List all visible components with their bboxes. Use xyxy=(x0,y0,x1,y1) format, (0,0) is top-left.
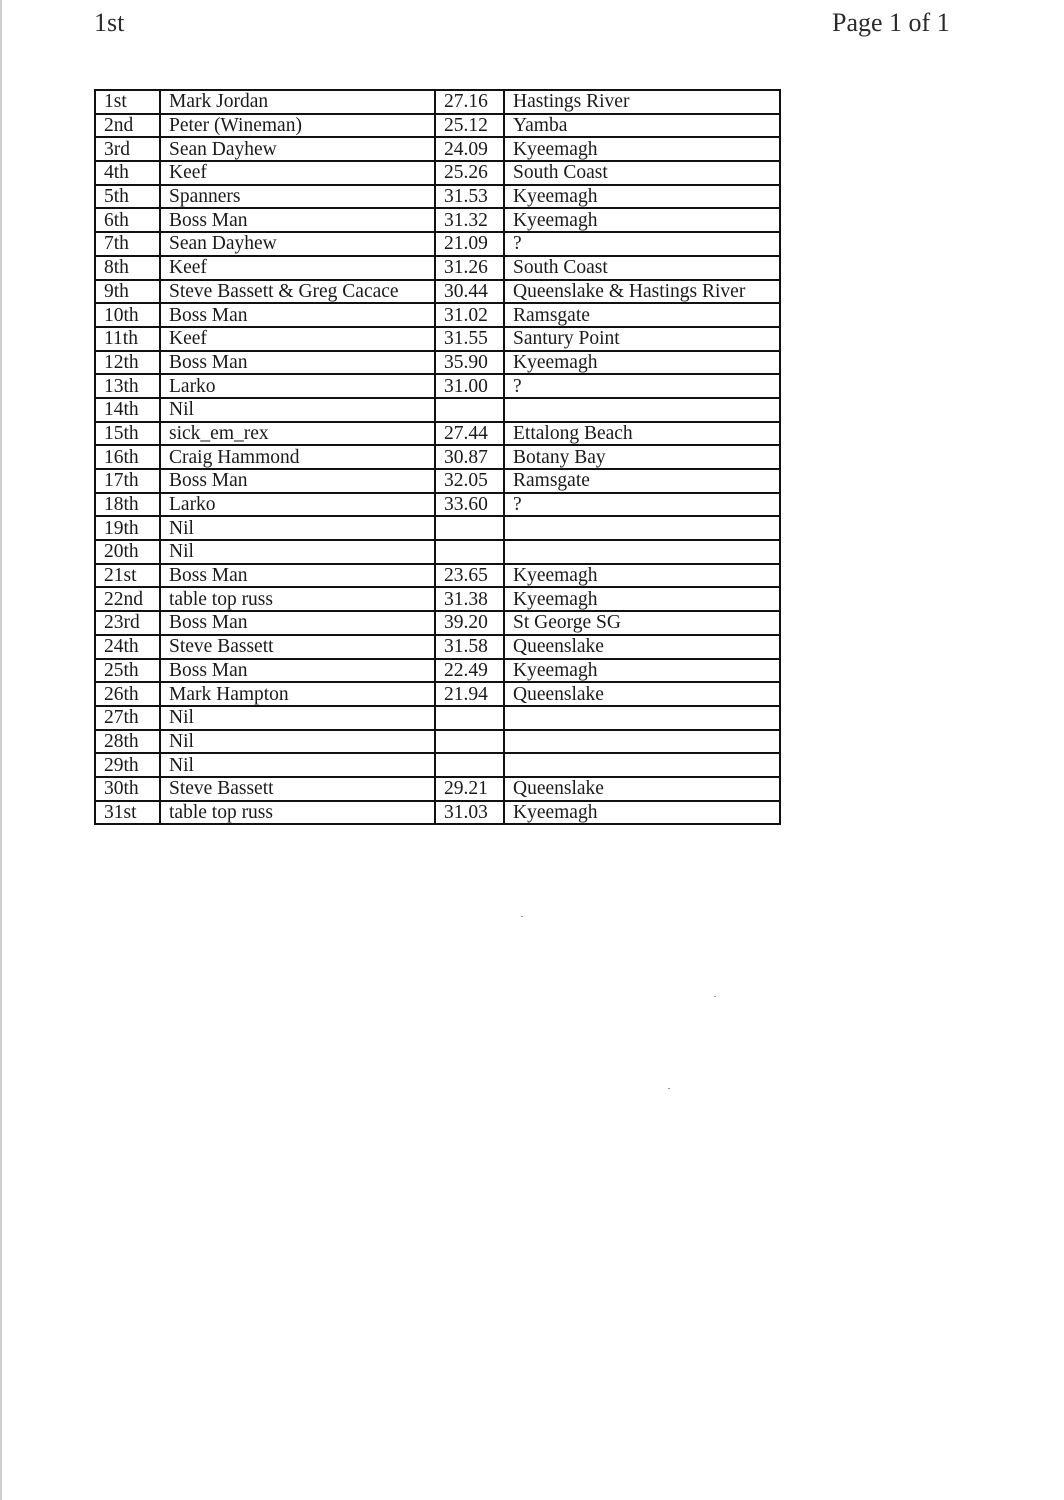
location-cell: Kyeemagh xyxy=(504,208,780,232)
table-row xyxy=(95,90,780,114)
weight-cell: 27.16 xyxy=(435,90,504,114)
scan-speck xyxy=(521,916,523,917)
angler-name-cell: table top russ xyxy=(160,801,435,825)
weight-cell: 31.58 xyxy=(435,635,504,659)
weight-cell: 31.00 xyxy=(435,374,504,398)
angler-name-cell: sick_em_rex xyxy=(160,422,435,446)
angler-name-cell: Nil xyxy=(160,706,435,730)
table-row xyxy=(95,161,780,185)
page-number: Page 1 of 1 xyxy=(832,8,950,37)
table-row xyxy=(95,137,780,161)
table-row xyxy=(95,256,780,280)
table-row xyxy=(95,280,780,304)
day-cell: 4th xyxy=(95,161,160,185)
weight-cell xyxy=(435,516,504,540)
day-cell: 1st xyxy=(95,90,160,114)
day-cell: 11th xyxy=(95,327,160,351)
table-row xyxy=(95,327,780,351)
table-row xyxy=(95,540,780,564)
results-table-body xyxy=(95,90,780,824)
weight-cell: 21.94 xyxy=(435,682,504,706)
table-row xyxy=(95,469,780,493)
table-row xyxy=(95,564,780,588)
location-cell: Kyeemagh xyxy=(504,659,780,683)
location-cell xyxy=(504,730,780,754)
day-cell: 2nd xyxy=(95,114,160,138)
weight-cell: 30.44 xyxy=(435,280,504,304)
angler-name-cell: Peter (Wineman) xyxy=(160,114,435,138)
day-cell: 22nd xyxy=(95,587,160,611)
weight-cell: 25.12 xyxy=(435,114,504,138)
table-row xyxy=(95,753,780,777)
table-row xyxy=(95,185,780,209)
day-cell: 8th xyxy=(95,256,160,280)
weight-cell: 32.05 xyxy=(435,469,504,493)
angler-name-cell: Boss Man xyxy=(160,659,435,683)
weight-cell: 31.32 xyxy=(435,208,504,232)
location-cell: Ramsgate xyxy=(504,303,780,327)
weight-cell: 27.44 xyxy=(435,422,504,446)
angler-name-cell: Boss Man xyxy=(160,351,435,375)
weight-cell: 35.90 xyxy=(435,351,504,375)
table-row xyxy=(95,114,780,138)
weight-cell: 31.26 xyxy=(435,256,504,280)
day-cell: 27th xyxy=(95,706,160,730)
weight-cell: 22.49 xyxy=(435,659,504,683)
day-cell: 3rd xyxy=(95,137,160,161)
day-cell: 23rd xyxy=(95,611,160,635)
results-table xyxy=(94,89,781,825)
table-row xyxy=(95,587,780,611)
location-cell: Kyeemagh xyxy=(504,564,780,588)
location-cell: Botany Bay xyxy=(504,445,780,469)
location-cell: South Coast xyxy=(504,161,780,185)
table-row xyxy=(95,422,780,446)
angler-name-cell: Boss Man xyxy=(160,303,435,327)
day-cell: 29th xyxy=(95,753,160,777)
table-row xyxy=(95,516,780,540)
day-cell: 20th xyxy=(95,540,160,564)
weight-cell: 31.55 xyxy=(435,327,504,351)
table-row xyxy=(95,493,780,517)
angler-name-cell: Larko xyxy=(160,493,435,517)
day-cell: 15th xyxy=(95,422,160,446)
angler-name-cell: Nil xyxy=(160,753,435,777)
angler-name-cell: Steve Bassett xyxy=(160,777,435,801)
table-row xyxy=(95,351,780,375)
weight-cell: 39.20 xyxy=(435,611,504,635)
angler-name-cell: Nil xyxy=(160,516,435,540)
day-cell: 30th xyxy=(95,777,160,801)
table-row xyxy=(95,303,780,327)
angler-name-cell: Boss Man xyxy=(160,564,435,588)
scan-speck xyxy=(668,1088,670,1089)
angler-name-cell: Mark Jordan xyxy=(160,90,435,114)
table-row xyxy=(95,682,780,706)
angler-name-cell: Mark Hampton xyxy=(160,682,435,706)
table-row xyxy=(95,445,780,469)
angler-name-cell: Boss Man xyxy=(160,208,435,232)
weight-cell: 23.65 xyxy=(435,564,504,588)
page-header-title: 1st xyxy=(94,8,125,37)
angler-name-cell: Craig Hammond xyxy=(160,445,435,469)
angler-name-cell: Sean Dayhew xyxy=(160,232,435,256)
day-cell: 24th xyxy=(95,635,160,659)
day-cell: 14th xyxy=(95,398,160,422)
day-cell: 18th xyxy=(95,493,160,517)
table-row xyxy=(95,232,780,256)
location-cell: Queenslake xyxy=(504,682,780,706)
weight-cell: 21.09 xyxy=(435,232,504,256)
table-row xyxy=(95,611,780,635)
angler-name-cell: Spanners xyxy=(160,185,435,209)
day-cell: 19th xyxy=(95,516,160,540)
weight-cell: 25.26 xyxy=(435,161,504,185)
location-cell: Kyeemagh xyxy=(504,137,780,161)
location-cell: Kyeemagh xyxy=(504,801,780,825)
location-cell: Queenslake & Hastings River xyxy=(504,280,780,304)
weight-cell xyxy=(435,730,504,754)
angler-name-cell: Keef xyxy=(160,327,435,351)
day-cell: 9th xyxy=(95,280,160,304)
weight-cell: 31.03 xyxy=(435,801,504,825)
table-row xyxy=(95,208,780,232)
angler-name-cell: Nil xyxy=(160,730,435,754)
table-row xyxy=(95,706,780,730)
day-cell: 26th xyxy=(95,682,160,706)
day-cell: 13th xyxy=(95,374,160,398)
weight-cell: 30.87 xyxy=(435,445,504,469)
location-cell: Queenslake xyxy=(504,635,780,659)
day-cell: 16th xyxy=(95,445,160,469)
angler-name-cell: Steve Bassett & Greg Cacace xyxy=(160,280,435,304)
table-row xyxy=(95,659,780,683)
location-cell: ? xyxy=(504,493,780,517)
location-cell xyxy=(504,706,780,730)
table-row xyxy=(95,730,780,754)
location-cell: Ramsgate xyxy=(504,469,780,493)
location-cell: Kyeemagh xyxy=(504,351,780,375)
weight-cell: 24.09 xyxy=(435,137,504,161)
scan-speck xyxy=(714,996,716,997)
weight-cell: 31.38 xyxy=(435,587,504,611)
weight-cell xyxy=(435,753,504,777)
day-cell: 12th xyxy=(95,351,160,375)
location-cell xyxy=(504,753,780,777)
angler-name-cell: Boss Man xyxy=(160,611,435,635)
location-cell: ? xyxy=(504,232,780,256)
day-cell: 10th xyxy=(95,303,160,327)
table-row xyxy=(95,801,780,825)
angler-name-cell: Keef xyxy=(160,161,435,185)
weight-cell: 31.02 xyxy=(435,303,504,327)
weight-cell: 31.53 xyxy=(435,185,504,209)
location-cell: St George SG xyxy=(504,611,780,635)
location-cell: South Coast xyxy=(504,256,780,280)
table-row xyxy=(95,374,780,398)
weight-cell: 29.21 xyxy=(435,777,504,801)
angler-name-cell: Larko xyxy=(160,374,435,398)
angler-name-cell: Nil xyxy=(160,540,435,564)
location-cell: Queenslake xyxy=(504,777,780,801)
table-row xyxy=(95,635,780,659)
table-row xyxy=(95,777,780,801)
day-cell: 21st xyxy=(95,564,160,588)
scan-edge xyxy=(0,0,2,1500)
day-cell: 7th xyxy=(95,232,160,256)
location-cell xyxy=(504,540,780,564)
day-cell: 5th xyxy=(95,185,160,209)
day-cell: 31st xyxy=(95,801,160,825)
day-cell: 17th xyxy=(95,469,160,493)
angler-name-cell: Boss Man xyxy=(160,469,435,493)
angler-name-cell: Keef xyxy=(160,256,435,280)
weight-cell: 33.60 xyxy=(435,493,504,517)
location-cell: Yamba xyxy=(504,114,780,138)
table-row xyxy=(95,398,780,422)
location-cell xyxy=(504,398,780,422)
day-cell: 6th xyxy=(95,208,160,232)
location-cell: Santury Point xyxy=(504,327,780,351)
location-cell: Hastings River xyxy=(504,90,780,114)
weight-cell xyxy=(435,706,504,730)
angler-name-cell: table top russ xyxy=(160,587,435,611)
location-cell: Ettalong Beach xyxy=(504,422,780,446)
angler-name-cell: Steve Bassett xyxy=(160,635,435,659)
weight-cell xyxy=(435,398,504,422)
angler-name-cell: Sean Dayhew xyxy=(160,137,435,161)
location-cell: Kyeemagh xyxy=(504,185,780,209)
day-cell: 28th xyxy=(95,730,160,754)
location-cell xyxy=(504,516,780,540)
angler-name-cell: Nil xyxy=(160,398,435,422)
weight-cell xyxy=(435,540,504,564)
location-cell: ? xyxy=(504,374,780,398)
location-cell: Kyeemagh xyxy=(504,587,780,611)
day-cell: 25th xyxy=(95,659,160,683)
